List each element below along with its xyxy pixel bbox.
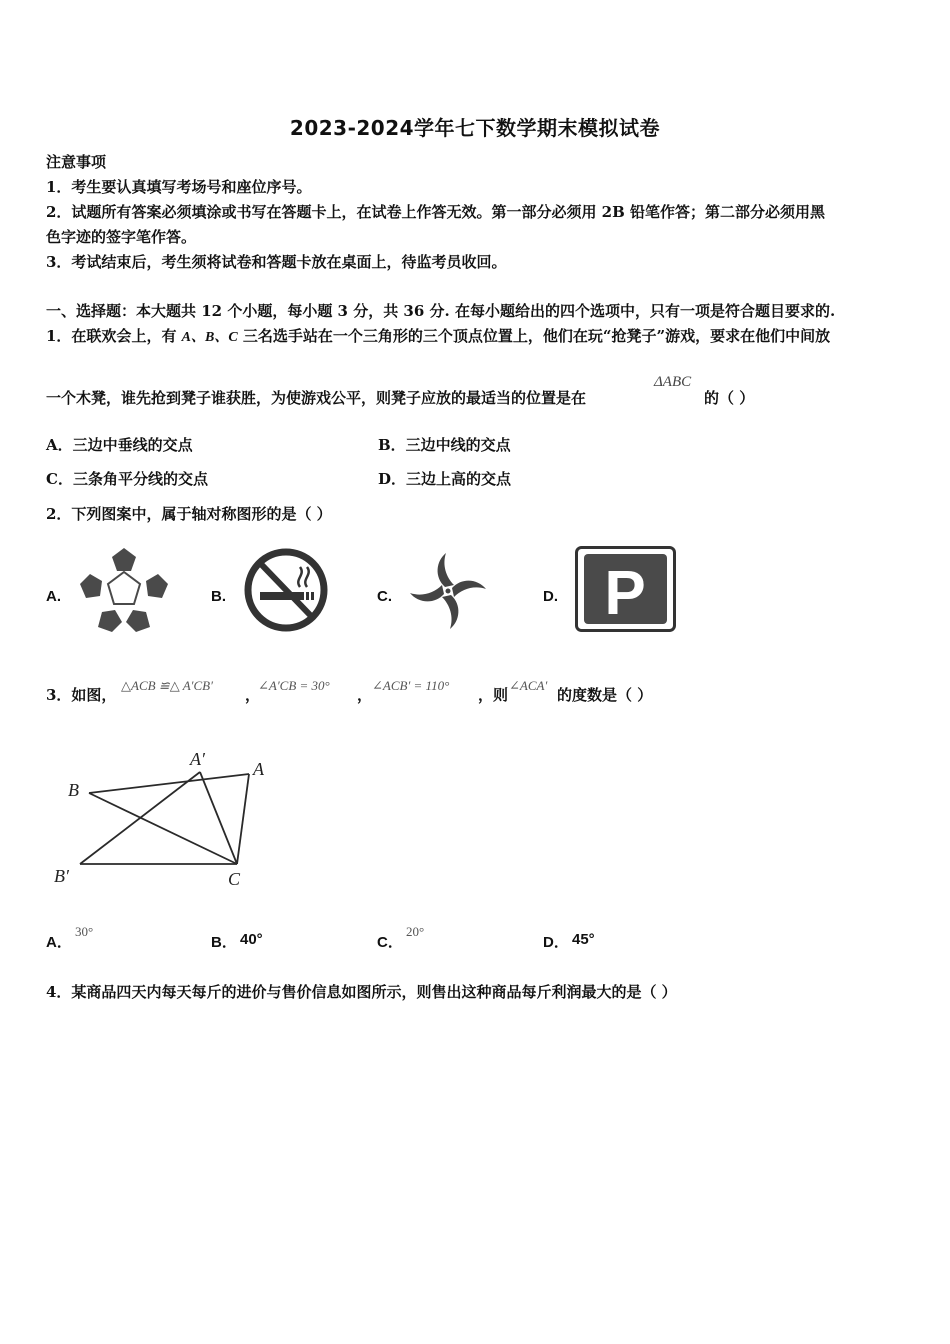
notes-item-2: 2．试题所有答案必须填涂或书写在答题卡上，在试卷上作答无效。第一部分必须用 2B 铅笔作答；第二部分必须用黑 — [46, 203, 826, 221]
q3-target-angle: ∠ACA′ — [509, 678, 548, 693]
q2-stem: 2．下列图案中，属于轴对称图形的是（ ） — [46, 505, 332, 523]
pentagon-flower-icon — [76, 544, 172, 634]
section-heading: 一、选择题：本大题共 12 个小题，每小题 3 分，共 36 分. 在每小题给出的四个选项中，只有一项是符合题目要求的. — [46, 302, 836, 320]
q1-vars: A、B、C — [181, 330, 238, 345]
notes-heading: 注意事项 — [46, 153, 107, 171]
q3-condition-congruent: △ACB ≌△ A′CB′ — [121, 678, 213, 693]
q3-sep-2: ， — [357, 686, 373, 704]
q3-option-c-value: 20° — [406, 924, 425, 939]
q3-sep-1: ， — [245, 686, 261, 704]
q1-option-c: C．三条角平分线的交点 — [46, 470, 208, 488]
q3-suffix: 的度数是（ ） — [557, 686, 653, 704]
q1-option-b: B．三边中线的交点 — [378, 436, 511, 454]
notes-item-2-cont: 色字迹的签字笔作答。 — [46, 228, 197, 246]
q2-label-c: C. — [377, 588, 392, 605]
notes-item-1: 1．考生要认真填写考场号和座位序号。 — [46, 178, 312, 196]
no-smoking-icon — [242, 547, 330, 633]
q3-label-a-prime: A′ — [190, 749, 205, 769]
q1-line1-end: 三名选手站在一个三角形的三个顶点位置上，他们在玩“抢凳子”游戏，要求在他们中间放 — [237, 327, 831, 345]
q2-label-a: A. — [46, 588, 61, 605]
q3-label-b: B — [68, 780, 79, 800]
q3-label-b-prime: B′ — [54, 866, 69, 886]
pinwheel-icon — [409, 550, 487, 632]
q3-option-d-label: D． — [543, 934, 569, 951]
q2-label-b: B. — [211, 588, 226, 605]
q3-option-d-value: 45° — [572, 931, 595, 948]
q1-line2: 一个木凳，谁先抢到凳子谁获胜，为使游戏公平，则凳子应放的最适当的位置是在 — [46, 389, 587, 407]
q3-option-b-label: B． — [211, 934, 237, 951]
parking-sign-icon — [575, 546, 676, 632]
q1-line1-start: 1．在联欢会上，有 — [46, 327, 182, 345]
q2-label-d: D. — [543, 588, 558, 605]
q1-line2-end: 的（ ） — [704, 389, 755, 407]
notes-item-3: 3．考试结束后，考生须将试卷和答题卡放在桌面上，待监考员收回。 — [46, 253, 507, 271]
q1-line1 — [46, 326, 830, 348]
q3-mid: ，则 — [478, 686, 509, 704]
q4-stem: 4．某商品四天内每天每斤的进价与售价信息如图所示，则售出这种商品每斤利润最大的是（ ） — [46, 983, 677, 1001]
q3-label-c: C — [228, 869, 241, 889]
q1-triangle-symbol: ΔABC — [654, 374, 692, 390]
q3-option-b-value: 40° — [240, 931, 263, 948]
q3-option-c-label: C． — [377, 934, 403, 951]
q3-label-a: A — [253, 759, 264, 779]
parking-letter: P — [604, 559, 646, 628]
q3-condition-angle-1: ∠A′CB = 30° — [258, 678, 330, 693]
page-title: 2023-2024学年七下数学期末模拟试卷 — [289, 116, 661, 140]
q3-option-a-label: A． — [46, 934, 72, 951]
q3-prefix: 3．如图， — [46, 686, 117, 704]
q3-triangle-figure — [50, 740, 280, 890]
q3-option-a-value: 30° — [75, 924, 94, 939]
q1-option-d: D．三边上高的交点 — [378, 470, 512, 488]
q1-option-a: A．三边中垂线的交点 — [46, 436, 193, 454]
q3-condition-angle-2: ∠ACB′ = 110° — [372, 678, 450, 693]
